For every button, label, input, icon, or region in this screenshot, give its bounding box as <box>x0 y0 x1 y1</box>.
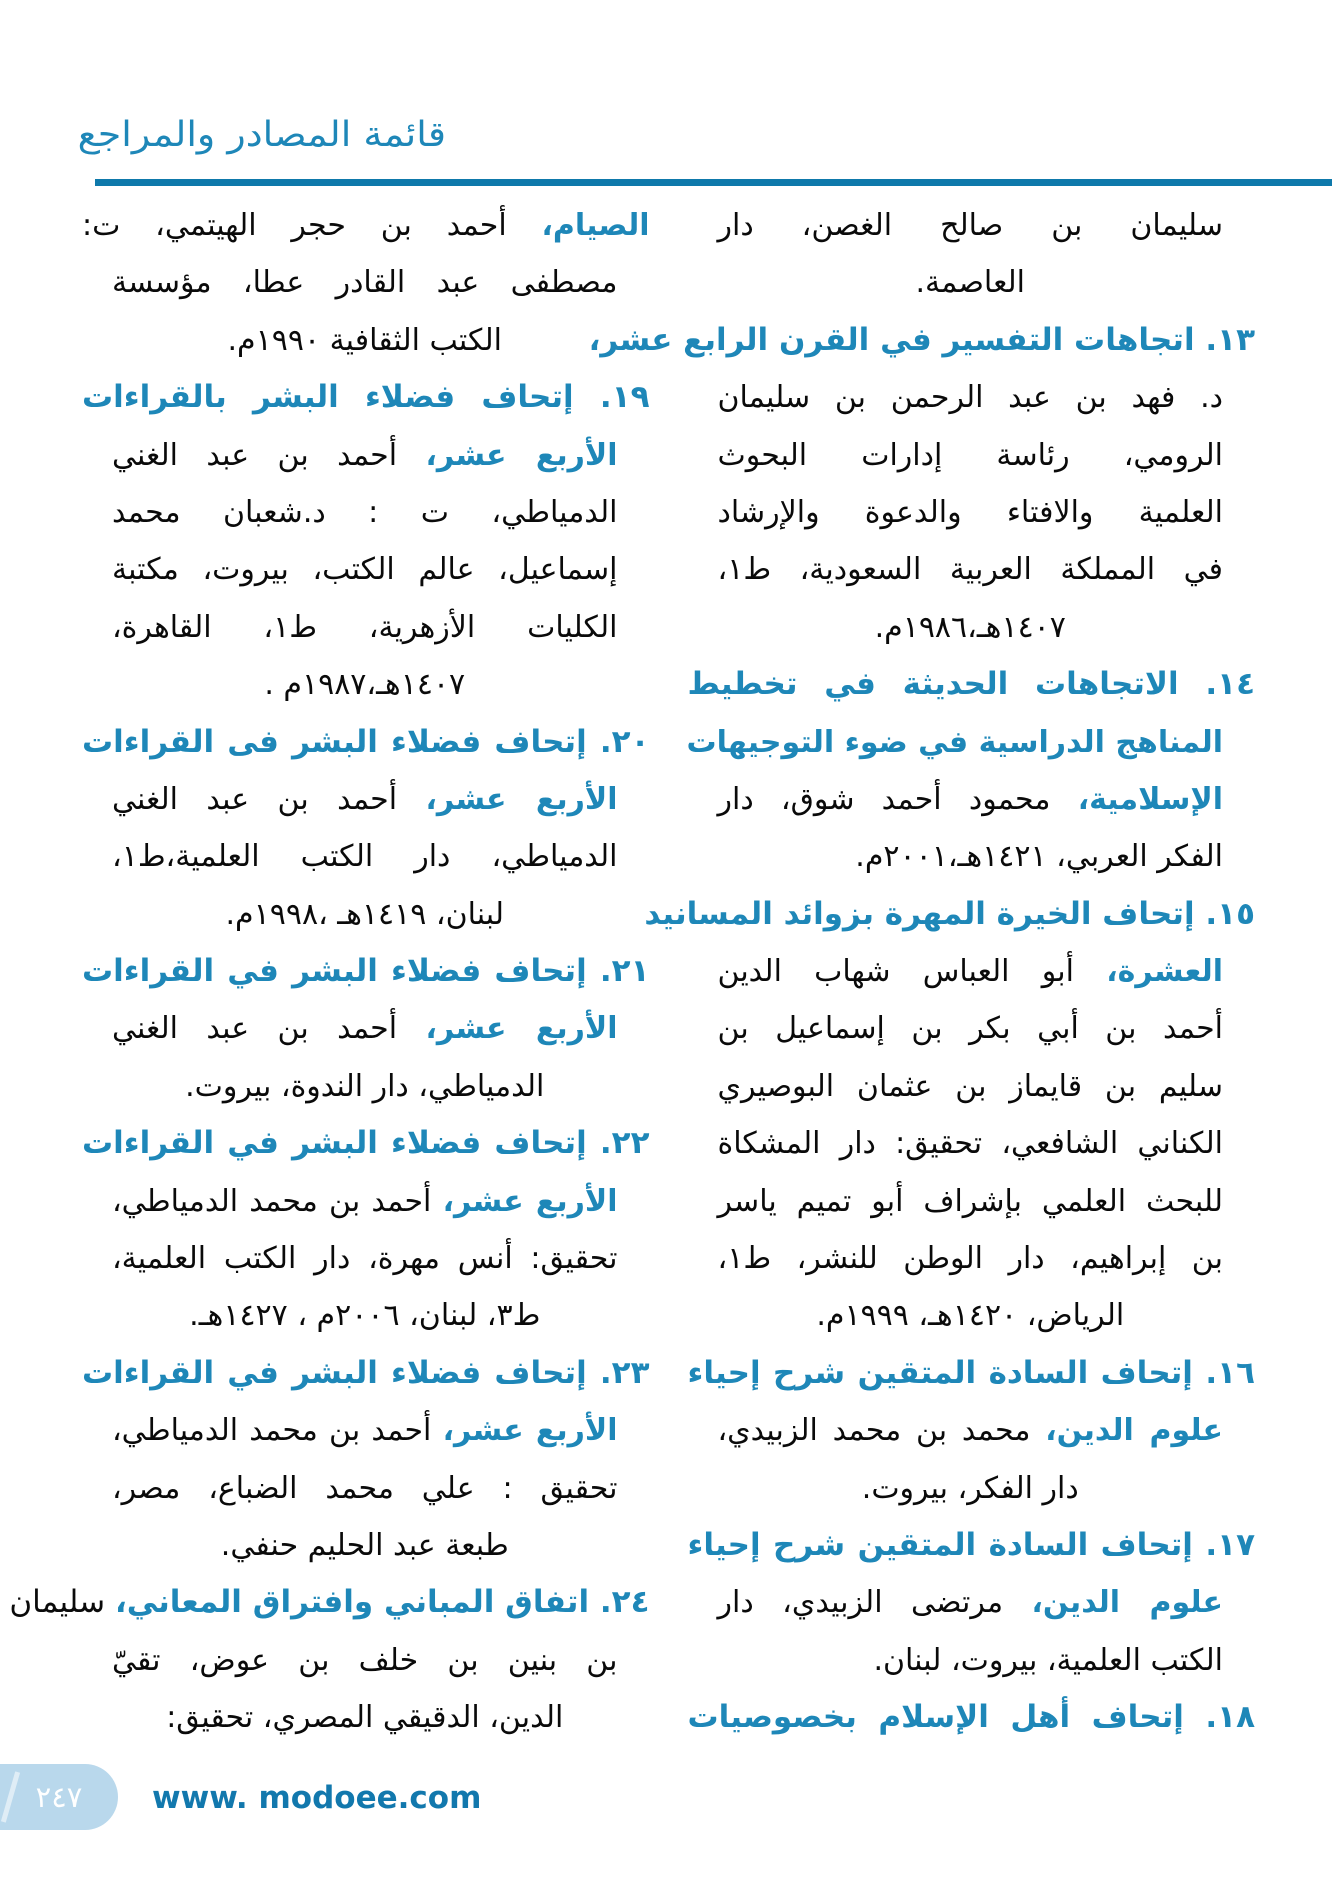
slash-mark-icon <box>1 1771 20 1822</box>
reference-line <box>688 943 1256 1000</box>
entry-title-text: الأربع عشر، <box>425 1011 618 1047</box>
entry-body-text: إسماعيل، عالم الكتب، بيروت، مكتبة <box>112 552 618 588</box>
entry-heading-line <box>688 656 1256 713</box>
reference-line <box>688 771 1256 828</box>
page-title: قائمة المصادر والمراجع <box>77 113 446 155</box>
reference-line <box>688 599 1256 656</box>
entry-heading-line <box>82 1115 650 1172</box>
reference-line <box>688 714 1256 771</box>
entry-body-text: أبو العباس شهاب الدين <box>717 954 1107 990</box>
reference-line <box>688 1115 1256 1172</box>
entry-title-text: إتحاف فضلاء البشر في القراءات <box>82 953 587 990</box>
reference-line <box>688 484 1256 541</box>
entry-heading-line <box>644 886 1256 943</box>
entry-body-text: الدمياطي، ت : د.شعبان محمد <box>112 494 618 530</box>
reference-line <box>688 1058 1256 1115</box>
entry-body-text: في المملكة العربية السعودية، ط١، <box>717 552 1223 588</box>
entry-body-text: تحقيق : علي محمد الضباع، مصر، <box>112 1470 618 1506</box>
reference-line <box>82 484 650 541</box>
reference-line <box>688 369 1256 426</box>
reference-line <box>82 1402 650 1459</box>
entry-heading-line <box>688 1517 1256 1574</box>
entry-title-text: إتحاف السادة المتقين شرح إحياء <box>687 1354 1193 1391</box>
reference-line <box>688 1402 1256 1459</box>
entry-body-text: الرومي، رئاسة إدارات البحوث <box>717 437 1223 473</box>
entry-body-text: دار الفكر، بيروت. <box>861 1470 1079 1506</box>
entry-body-text: سليمان <box>9 1584 115 1621</box>
header-rule <box>95 179 1332 186</box>
reference-line <box>688 1173 1256 1230</box>
entry-body-text: الكناني الشافعي، تحقيق: دار المشكاة <box>717 1126 1223 1162</box>
entry-title-text: العشرة، <box>1106 954 1223 990</box>
entry-body-text: تحقيق: أنس مهرة، دار الكتب العلمية، <box>112 1241 618 1277</box>
entry-title-text: علوم الدين، <box>1045 1413 1223 1449</box>
reference-line <box>82 312 650 369</box>
column-left <box>9 197 650 1747</box>
entry-heading-line <box>688 1689 1256 1746</box>
entry-body-text: ط٣، لبنان، ٢٠٠٦م ، ١٤٢٧هـ. <box>189 1298 541 1334</box>
entry-number: ١٩. <box>573 379 650 416</box>
entry-body-text: العاصمة. <box>915 265 1026 301</box>
entry-body-text: لبنان، ١٤١٩هـ ،١٩٩٨م. <box>225 896 504 932</box>
entry-title-text: إتحاف أهل الإسلام بخصوصيات <box>687 1699 1184 1736</box>
entry-body-text: العلمية والافتاء والدعوة والإرشاد <box>717 494 1223 530</box>
entry-body-text: الدين، الدقيقي المصري، تحقيق: <box>166 1700 564 1736</box>
entry-heading-line <box>82 1345 650 1402</box>
entry-body-text: أحمد بن عبد الغني <box>112 437 426 473</box>
entry-body-text: أحمد بن محمد الدمياطي، <box>112 1413 443 1449</box>
entry-body-text: سليمان بن صالح الغصن، دار <box>717 208 1223 243</box>
reference-line <box>82 828 650 885</box>
entry-body-text: أحمد بن حجر الهيتمي، ت: <box>82 208 542 243</box>
entry-number: ١٦. <box>1192 1354 1255 1391</box>
reference-line <box>82 771 650 828</box>
reference-line <box>82 254 650 311</box>
reference-line <box>688 1460 1256 1517</box>
entry-title-text: اتفاق المباني وافتراق المعاني، <box>114 1584 590 1621</box>
entry-body-text: مصطفى عبد القادر عطا، مؤسسة <box>112 265 618 301</box>
reference-line <box>688 254 1256 311</box>
entry-number: ١٨. <box>1183 1699 1255 1736</box>
entry-body-text: للبحث العلمي بإشراف أبو تميم ياسر <box>717 1183 1223 1219</box>
entry-heading-line <box>588 312 1256 369</box>
reference-line <box>82 1173 650 1230</box>
entry-title-text: إتحاف السادة المتقين شرح إحياء <box>687 1526 1193 1563</box>
reference-line <box>82 541 650 598</box>
reference-line <box>688 828 1256 885</box>
entry-title-text: الأربع عشر، <box>442 1413 618 1449</box>
entry-body-text: ١٤٠٧هـ،١٩٨٦م. <box>874 609 1066 645</box>
reference-line <box>688 1287 1256 1344</box>
entry-number: ٢٠. <box>586 723 650 760</box>
entry-title-text: الأربع عشر، <box>425 437 618 473</box>
entry-body-text: أحمد بن أبي بكر بن إسماعيل بن <box>717 1011 1223 1047</box>
entry-number: ٢٤. <box>589 1584 650 1621</box>
reference-line <box>82 1517 650 1574</box>
entry-body-text: د. فهد بن عبد الرحمن بن سليمان <box>717 380 1223 416</box>
entry-body-text: أحمد بن عبد الغني <box>112 781 426 817</box>
entry-number: ٢٣. <box>586 1354 650 1391</box>
reference-line <box>82 1689 650 1746</box>
entry-title-text: اتجاهات التفسير في القرن الرابع عشر، <box>588 321 1195 358</box>
entry-number: ١٥. <box>1194 895 1255 932</box>
entry-body-text: الرياض، ١٤٢٠هـ، ١٩٩٩م. <box>816 1298 1125 1334</box>
page-number-pill <box>0 1764 118 1830</box>
entry-title-text: الأربع عشر، <box>425 781 618 817</box>
entry-body-text: أحمد بن عبد الغني <box>112 1011 426 1047</box>
reference-line <box>688 427 1256 484</box>
entry-body-text: الكليات الأزهرية، ط١، القاهرة، <box>112 609 618 645</box>
reference-line <box>82 599 650 656</box>
entry-title-text: الإسلامية، <box>1077 781 1223 817</box>
entry-title-text: المناهج الدراسية في ضوء التوجيهات <box>686 724 1223 760</box>
reference-line <box>688 1632 1256 1689</box>
entry-heading-line <box>82 369 650 426</box>
entry-body-text: سليم بن قايماز بن عثمان البوصيري <box>717 1068 1223 1104</box>
entry-title-text: الصيام، <box>541 208 650 243</box>
entry-number: ٢١. <box>586 953 650 990</box>
reference-line <box>82 656 650 713</box>
entry-body-text: مرتضى الزبيدي، دار <box>717 1585 1032 1621</box>
reference-line <box>82 1632 650 1689</box>
reference-line <box>82 1230 650 1287</box>
entry-body-text: بن إبراهيم، دار الوطن للنشر، ط١، <box>717 1241 1223 1277</box>
entry-body-text: بن بنين بن خلف بن عوض، تقيّ <box>112 1642 618 1678</box>
entry-body-text: الكتب العلمية، بيروت، لبنان. <box>873 1642 1223 1678</box>
entry-title-text: إتحاف فضلاء البشر في القراءات <box>82 1125 587 1162</box>
reference-line <box>688 1574 1256 1631</box>
entry-body-text: أحمد بن محمد الدمياطي، <box>112 1183 443 1219</box>
entry-number: ١٣. <box>1194 321 1255 358</box>
reference-line <box>688 541 1256 598</box>
entry-title-text: الاتجاهات الحديثة في تخطيط <box>687 666 1179 703</box>
entry-body-text: الدمياطي، دار الكتب العلمية،ط١، <box>112 839 618 875</box>
page-number: ٢٤٧ <box>35 1780 83 1814</box>
reference-line <box>688 197 1256 254</box>
reference-line <box>82 1287 650 1344</box>
entry-number: ١٤. <box>1178 666 1255 703</box>
entry-title-text: الأربع عشر، <box>442 1183 618 1219</box>
reference-line <box>82 427 650 484</box>
reference-line <box>82 886 650 943</box>
entry-title-text: إتحاف الخيرة المهرة بزوائد المسانيد <box>644 895 1195 932</box>
entry-heading-line <box>82 943 650 1000</box>
entry-heading-line <box>9 1574 650 1631</box>
reference-line <box>82 1000 650 1057</box>
reference-line <box>82 1058 650 1115</box>
reference-line <box>688 1230 1256 1287</box>
reference-line <box>82 1460 650 1517</box>
entry-body-text: ١٤٠٧هـ،١٩٨٧م . <box>264 667 466 703</box>
entry-body-text: محمود أحمد شوق، دار <box>717 781 1078 817</box>
website-link[interactable]: www. modoee.com <box>152 1780 482 1816</box>
entry-body-text: الفكر العربي، ١٤٢١هـ،٢٠٠١م. <box>855 839 1223 875</box>
entry-body-text: الدمياطي، دار الندوة، بيروت. <box>185 1068 545 1104</box>
reference-line <box>82 197 650 254</box>
entry-number: ١٧. <box>1192 1526 1255 1563</box>
entry-body-text: محمد بن محمد الزبيدي، <box>717 1413 1046 1449</box>
entry-title-text: إتحاف فضلاء البشر فى القراءات <box>82 723 587 760</box>
reference-line <box>688 1000 1256 1057</box>
entry-title-text: علوم الدين، <box>1031 1585 1224 1621</box>
entry-body-text: الكتب الثقافية ١٩٩٠م. <box>227 322 503 358</box>
entry-title-text: إتحاف فضلاء البشر في القراءات <box>82 1354 587 1391</box>
entry-heading-line <box>82 714 650 771</box>
entry-heading-line <box>688 1345 1256 1402</box>
entry-number: ٢٢. <box>586 1125 650 1162</box>
entry-body-text: طبعة عبد الحليم حنفي. <box>220 1527 509 1563</box>
references-columns <box>9 197 1255 1747</box>
entry-title-text: إتحاف فضلاء البشر بالقراءات <box>82 379 574 416</box>
